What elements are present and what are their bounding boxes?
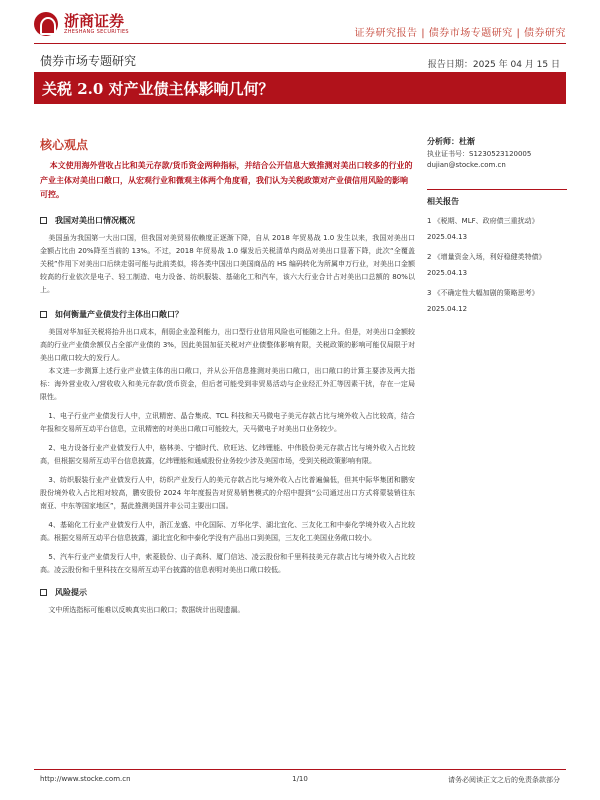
related-report-date: 2025.04.13 <box>427 269 468 277</box>
section-heading <box>40 309 415 320</box>
section-heading-text: 风险提示 <box>55 587 87 597</box>
related-report-item[interactable] <box>427 285 567 317</box>
paragraph: 2、电力设备行业产业债发行人中，格林美、宁德时代、欣旺达、亿纬锂能、中伟股份美元存款占比与境外收入占比较高，但根据交易所互动平台信息披露，亿纬锂能和通威股份业务较少涉及美国市场，受到关税政策影响有限。 <box>40 443 415 465</box>
related-reports-heading: 相关报告 <box>427 197 459 206</box>
page-number: 1/10 <box>292 775 308 783</box>
related-report-date: 2025.04.13 <box>427 233 468 241</box>
section-heading-text: 如何衡量产业债发行主体出口敞口？ <box>55 309 183 319</box>
section-measure <box>40 309 415 577</box>
report-date: 报告日期：2025 年 04 月 15 日 <box>427 60 560 70</box>
related-report-item[interactable] <box>427 249 567 281</box>
company-logo <box>34 12 129 36</box>
related-report-date: 2025.04.12 <box>427 305 468 313</box>
square-bullet-icon <box>40 589 47 596</box>
paragraph: 本文进一步测算上述行业产业债主体的出口敞口，并从公开信息推测对美出口敞口，出口敞口的计算主要涉及两大指标：海外营业收入/营收收入和美元存款/货币资金，但后者可能受到非贸易活动与企业经汇外汇等因素干扰，存在一定局限性。 <box>40 366 415 401</box>
report-title: 关税 2.0 对产业债主体影响几何？ <box>42 80 274 98</box>
logo-emblem-icon <box>34 12 58 36</box>
square-bullet-icon <box>40 311 47 318</box>
sidebar <box>427 136 567 321</box>
logo-english-name: ZHESHANG SECURITIES <box>64 28 129 35</box>
main-content <box>40 136 415 617</box>
logo-name: 浙商证券 <box>64 11 125 30</box>
paragraph: 文中所选指标可能难以反映真实出口敞口；数据统计出现遗漏。 <box>48 605 245 614</box>
sidebar-divider <box>427 189 567 190</box>
paragraph: 美国虽为我国第一大出口国，但我国对美贸易依赖度正逐渐下降，自从 2018 年贸易战 1.0 发生以来，我国对美出口金额占比由 20%降至当前的 13%。不过，2018 年贸易战 1.0 爆发后关税清单内商品对美出口显著下降，此次“全覆盖关税”作用下对美出口后续走弱可能与此前类似，将各类中国出口美国商品的 HS 编码转化为所属申万行业，对美出口金额较高的行业依次是电子、轻工制造、电力设备、纺织服装、基础化工和汽车，该六大行业合计占对美出口总额的 80%以上。 <box>40 233 415 294</box>
section-heading-text: 我国对美出口情况概况 <box>55 215 135 225</box>
title-banner <box>34 72 566 104</box>
paragraph: 美国对华加征关税将抬升出口成本，削弱企业盈利能力，出口型行业信用风险也可能随之上升。但是，对美出口金额较高的行业产业债余额仅占全部产业债的 3%，因此美国加征关税对产业债整体影响有限，关税政策的影响可能仅局限于对美出口敞口较大的发行人。 <box>40 327 415 362</box>
analyst-name: 分析师：杜渐 <box>427 137 475 146</box>
paragraph: 4、基础化工行业产业债发行人中，浙江龙盛、中化国际、万华化学、湖北宜化、三友化工和中泰化学境外收入占比较高。根据交易所互动平台信息披露，湖北宜化和中泰化学没有产品出口到美国，三友化工美国业务敞口较小。 <box>40 520 415 542</box>
related-report-item[interactable] <box>427 213 567 245</box>
paragraph: 3、纺织服装行业产业债发行人中，纺织产业发行人的美元存款占比与境外收入占比普遍偏低，但其中际华集团和鹏安股份境外收入占比相对较高，鹏安股份 2024 年年度报告对贸易销售模式的介绍中提到“公司通过出口方式将蒙装销往东南亚、中东等国家地区”，据此推测美国并非公司主要出口国。 <box>40 475 415 510</box>
core-view-heading: 核心观点 <box>40 138 89 152</box>
section-risk <box>40 587 415 617</box>
square-bullet-icon <box>40 217 47 224</box>
related-report-label: 2 《增量资金入场，利好稳健类特债》 <box>427 253 546 261</box>
footer-divider <box>34 769 566 770</box>
header-divider <box>34 43 566 44</box>
related-report-label: 3 《不确定性大幅加剧的策略思考》 <box>427 289 539 297</box>
report-category-nav: 证券研究报告 | 债券市场专题研究 | 债券研究 <box>354 28 566 39</box>
section-heading <box>40 215 415 226</box>
paragraph: 1、电子行业产业债发行人中，立讯精密、晶合集成、TCL 科技和天马微电子美元存款占比与境外收入占比较高，结合年报和交易所互动平台信息，立讯精密的对美出口敞口可能较大，天马微电子对美出口业务较少。 <box>40 411 415 433</box>
footer-disclaimer: 请务必阅读正文之后的免责条款部分 <box>448 776 560 784</box>
section-overview <box>40 215 415 297</box>
paragraph: 5、汽车行业产业债发行人中，索菱股份、山子高科、厦门信达、凌云股份和千里科技美元存款占比与境外收入占比较高。凌云股份和千里科技在交易所互动平台披露的信息表明对美出口敞口较低。 <box>40 552 415 574</box>
core-summary: 本文使用海外营收占比和美元存款/货币资金两种指标，并结合公开信息大致推测对美出口较多的行业的产业主体对美出口敞口，从宏观行业和微观主体两个角度看，我们认为关税政策对产业债信用风险的影响可控。 <box>40 161 413 199</box>
analyst-email[interactable]: dujian@stocke.com.cn <box>427 161 506 169</box>
analyst-license: 执业证书号：S1230523120005 <box>427 150 532 158</box>
related-report-label: 1 《税期、MLF、政府债三重扰动》 <box>427 217 539 225</box>
section-heading <box>40 587 415 598</box>
report-section-title: 债券市场专题研究 <box>40 54 137 68</box>
footer-url[interactable]: http://www.stocke.com.cn <box>40 775 131 783</box>
